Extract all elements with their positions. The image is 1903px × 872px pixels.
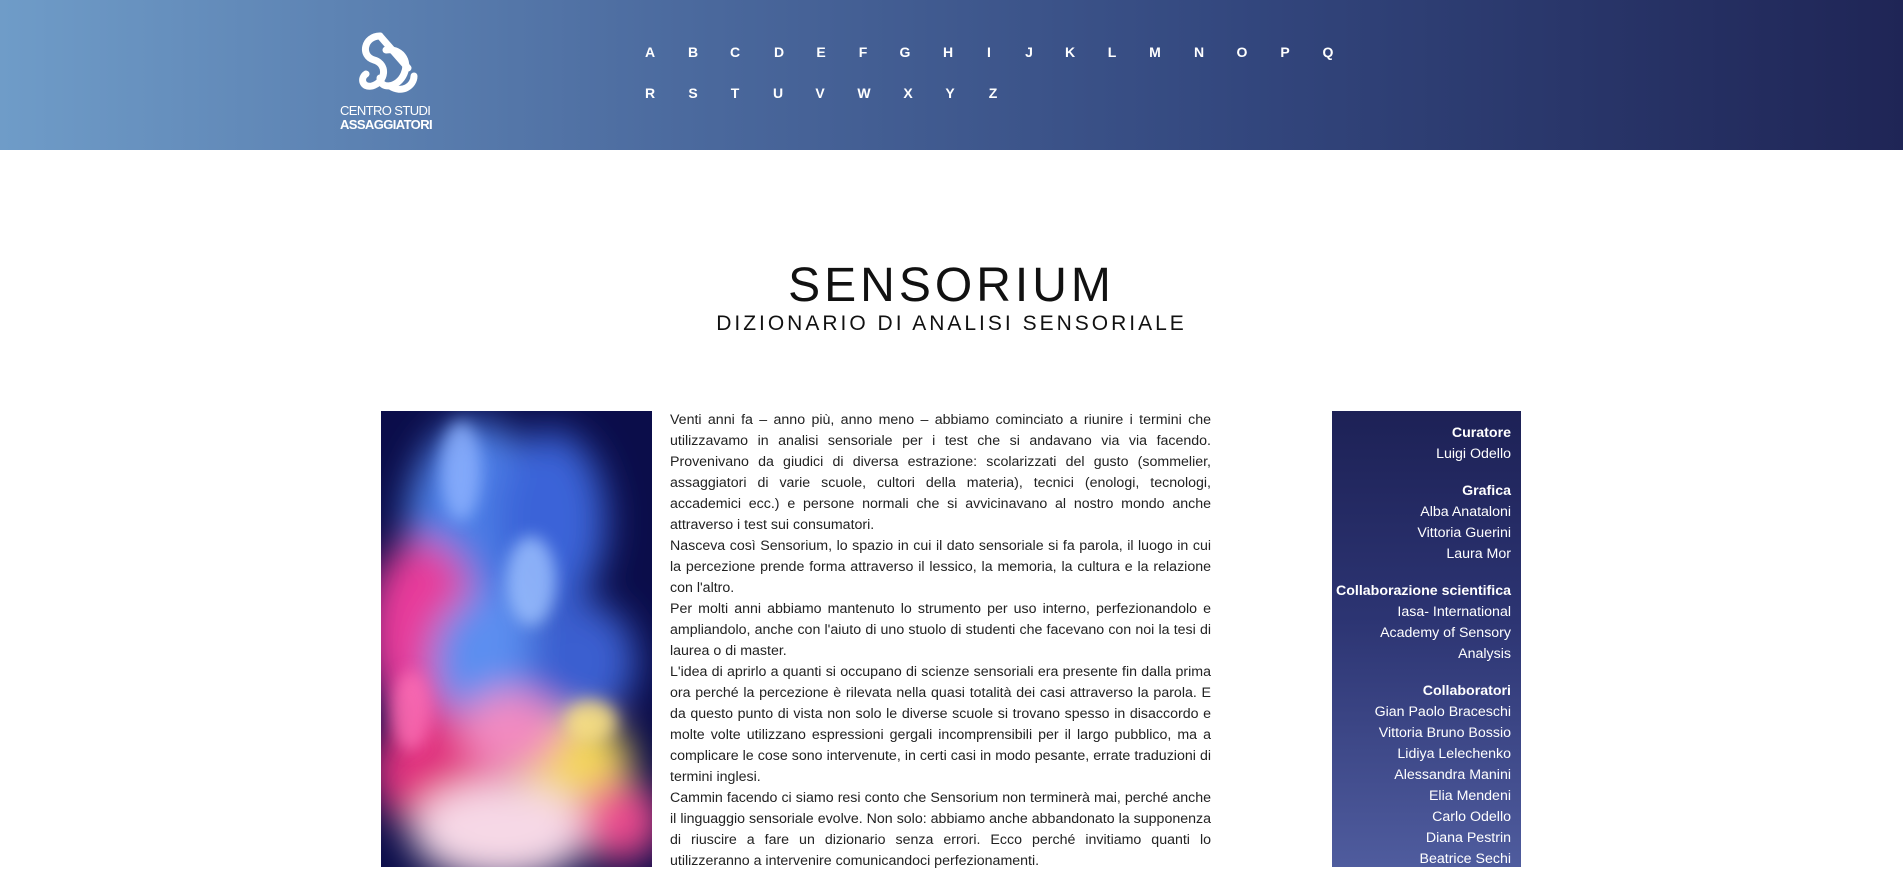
letter-link-n[interactable]: N (1193, 44, 1205, 60)
letter-link-j[interactable]: J (1025, 44, 1033, 60)
page-subtitle: DIZIONARIO DI ANALISI SENSORIALE (716, 312, 1187, 335)
logo-text-line1: CENTRO STUDI (340, 103, 431, 118)
letter-link-q[interactable]: Q (1322, 44, 1334, 60)
credits-name: Vittoria Guerini (1417, 525, 1511, 541)
intro-paragraph: Cammin facendo ci siamo resi conto che Sensorium non terminerà mai, perché anche il linguaggio sensoriale evolve. Non solo: abbiamo anche abbandonato la supponenza di riuscire a fare un dizionario senza errori. Ecco perché invitiamo quanti lo utilizzeranno a intervenire comunicandoci perfezionamenti. (670, 790, 1211, 869)
credits-name: Diana Pestrin (1425, 830, 1511, 846)
intro-paragraph: L'idea di aprirlo a quanti si occupano di scienze sensoriali era presente fin dalla prima ora perché la percezione è rilevata nella quasi totalità dei casi attraverso la parola. E da questo punto di vista non solo le diverse scuole si trovano spesso in disaccordo e molte volte utilizzano espressioni gergali incomprensibili per il largo pubblico, ma a complicare le cose sono intervenute, in certi casi in modo pesante, errate traduzioni di termini inglesi. (670, 664, 1211, 785)
credits-name: Laura Mor (1446, 546, 1511, 562)
letter-link-f[interactable]: F (858, 44, 868, 60)
credits-name: Lidiya Lelechenko (1397, 746, 1511, 762)
letter-link-t[interactable]: T (730, 85, 740, 101)
intro-text (670, 410, 1211, 872)
credits-name: Beatrice Sechi (1419, 851, 1511, 867)
letter-link-z[interactable]: Z (988, 85, 998, 101)
intro-paragraph: Nasceva così Sensorium, lo spazio in cui il dato sensoriale si fa parola, il luogo in cui la percezione prende forma attraverso il lessico, la memoria, la cultura e la relazione con l'altro. (670, 538, 1211, 596)
letter-link-p[interactable]: P (1280, 44, 1290, 60)
site-header (0, 0, 1903, 150)
letter-link-w[interactable]: W (857, 85, 871, 101)
credits-group-collaboratori (1332, 681, 1511, 870)
credits-group-grafica (1332, 481, 1511, 565)
letter-link-x[interactable]: X (903, 85, 913, 101)
letter-link-s[interactable]: S (688, 85, 698, 101)
letter-link-y[interactable]: Y (945, 85, 955, 101)
credits-name: Academy of Sensory (1380, 625, 1511, 641)
intro-paragraph: Per molti anni abbiamo mantenuto lo strumento per uso interno, perfezionandolo e ampliandolo, anche con l'aiuto di uno stuolo di studenti che facevano con noi la tesi di laurea o di master. (670, 601, 1211, 659)
letter-link-a[interactable]: A (644, 44, 656, 60)
credits-heading: Collaboratori (1422, 683, 1511, 699)
credits-heading: Collaborazione scientifica (1335, 583, 1511, 599)
credits-heading: Grafica (1462, 483, 1511, 499)
credits-name: Alba Anataloni (1420, 504, 1511, 520)
credits-name: Carlo Odello (1432, 809, 1511, 825)
credits-heading: Curatore (1451, 425, 1511, 441)
credits-name: Luigi Odello (1436, 446, 1511, 462)
credits-name: Elia Mendeni (1428, 788, 1511, 804)
letter-link-v[interactable]: V (815, 85, 825, 101)
letter-link-h[interactable]: H (942, 44, 954, 60)
letter-link-d[interactable]: D (773, 44, 785, 60)
credits-group-collaborazione-scientifica (1332, 581, 1511, 665)
letter-link-k[interactable]: K (1064, 44, 1076, 60)
credits-group-curatore (1332, 423, 1511, 465)
letter-link-l[interactable]: L (1107, 44, 1117, 60)
credits-name: Alessandra Manini (1394, 767, 1511, 783)
letter-link-u[interactable]: U (772, 85, 784, 101)
letter-link-o[interactable]: O (1236, 44, 1248, 60)
alphabet-nav (640, 44, 1360, 126)
credits-name: Gian Paolo Braceschi (1374, 704, 1511, 720)
logo-text-line2: ASSAGGIATORI (340, 117, 432, 132)
credits-panel (1332, 411, 1521, 867)
page-title: SENSORIUM (788, 259, 1115, 312)
alphabet-row-1 (640, 44, 1360, 85)
letter-link-c[interactable]: C (729, 44, 741, 60)
letter-link-e[interactable]: E (816, 44, 826, 60)
centro-studi-logo[interactable] (340, 30, 432, 134)
credits-name: Vittoria Bruno Bossio (1378, 725, 1511, 741)
letter-link-m[interactable]: M (1149, 44, 1161, 60)
alphabet-row-2 (640, 85, 1360, 126)
letter-link-b[interactable]: B (687, 44, 699, 60)
color-powder-explosion-image (381, 411, 652, 867)
letter-link-i[interactable]: I (987, 44, 991, 60)
credits-name: Iasa- International (1397, 604, 1511, 620)
letter-link-r[interactable]: R (644, 85, 656, 101)
logo-mark-icon (350, 30, 422, 100)
intro-paragraph: Venti anni fa – anno più, anno meno – abbiamo cominciato a riunire i termini che utilizzavamo in analisi sensoriale per i test che si andavano via via facendo. Provenivano da giudici di diversa estrazione: scolarizzati del gusto (sommelier, assaggiatori di varie scuole, cultori della materia), tecnici (enologi, tecnologi, accademici ecc.) e persone normali che si avvicinavano al nostro mondo anche attraverso i test sui consumatori. (670, 412, 1211, 533)
letter-link-g[interactable]: G (899, 44, 911, 60)
credits-name: Analysis (1458, 646, 1511, 662)
